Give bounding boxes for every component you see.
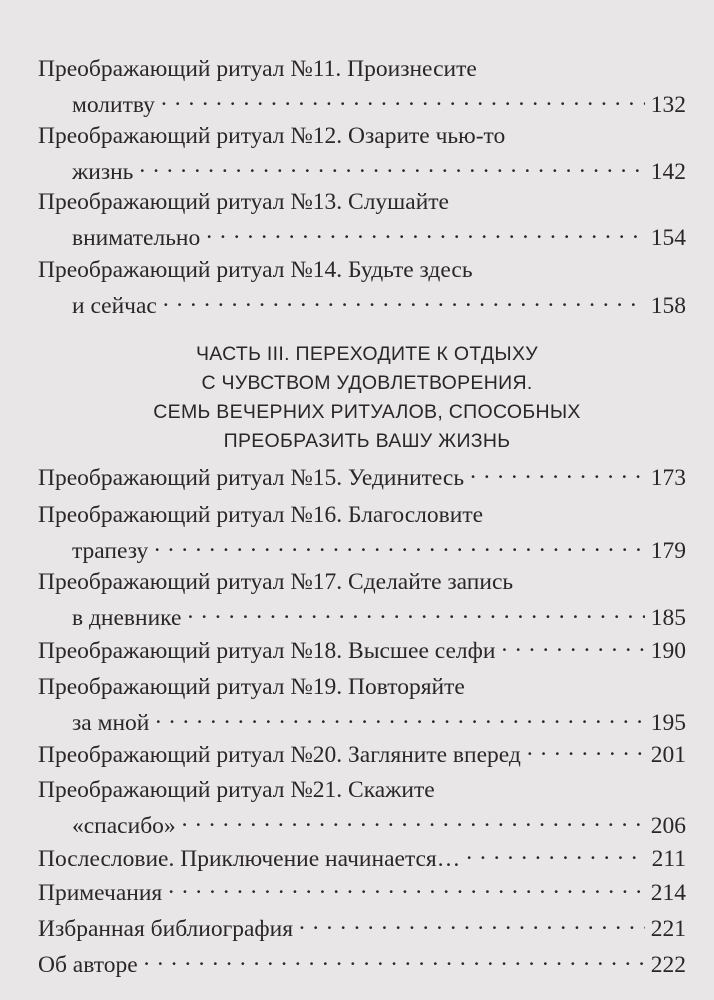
dot-leader	[154, 532, 644, 558]
toc-entry-about-author[interactable]	[38, 946, 686, 982]
toc-entry-title: Преображающий ритуал №11. Произнесите	[38, 56, 477, 82]
toc-entry-ritual-21[interactable]	[38, 774, 686, 843]
dot-leader	[144, 946, 645, 972]
toc-entry-bibliography[interactable]	[38, 910, 686, 946]
toc-entry-ritual-15[interactable]	[38, 459, 686, 495]
toc-entry-title: Преображающий ритуал №15. Уединитесь	[38, 464, 465, 491]
toc-entry-ritual-12[interactable]	[38, 120, 686, 189]
dot-leader	[182, 807, 645, 833]
toc-entry-title: Преображающий ритуал №20. Загляните вперед	[38, 741, 521, 768]
page-number: 201	[650, 741, 686, 768]
dot-leader	[155, 704, 644, 730]
toc-entry-title: Преображающий ритуал №17. Сделайте запись	[38, 569, 514, 595]
toc-entry-title: Примечания	[38, 879, 163, 906]
toc-entry-title: Послесловие. Приключение начинается…	[38, 845, 461, 872]
dot-leader	[527, 736, 645, 762]
toc-entry-ritual-13[interactable]	[38, 186, 686, 255]
toc-entry-title-cont: за мной	[72, 709, 150, 736]
dot-leader	[168, 874, 645, 900]
part-heading-line: ПРЕОБРАЗИТЬ ВАШУ ЖИЗНЬ	[223, 430, 511, 452]
page-number: 185	[650, 604, 686, 631]
page-number: 142	[650, 158, 686, 185]
toc-entry-title: Преображающий ритуал №18. Высшее селфи	[38, 637, 496, 664]
toc-entry-title: Об авторе	[38, 951, 138, 978]
page-number: 214	[650, 879, 686, 906]
page-number: 222	[650, 951, 686, 978]
toc-entry-title-cont: внимательно	[72, 224, 201, 251]
toc-entry-title: Преображающий ритуал №16. Благословите	[38, 502, 484, 528]
dot-leader	[163, 287, 645, 313]
toc-entry-title-cont: жизнь	[72, 158, 134, 185]
toc-entry-notes[interactable]	[38, 874, 686, 910]
dot-leader	[206, 219, 644, 245]
dot-leader	[299, 910, 645, 936]
toc-entry-ritual-19[interactable]	[38, 671, 686, 740]
dot-leader	[187, 599, 644, 625]
dot-leader	[501, 632, 644, 658]
toc-entry-ritual-14[interactable]	[38, 254, 686, 323]
part-heading-line: СЕМЬ ВЕЧЕРНИХ РИТУАЛОВ, СПОСОБНЫХ	[153, 401, 581, 423]
page-number: 221	[650, 915, 686, 942]
toc-entry-afterword[interactable]	[38, 840, 686, 876]
toc-entry-ritual-11[interactable]	[38, 53, 686, 122]
page-number: 195	[650, 709, 686, 736]
toc-entry-title: Преображающий ритуал №13. Слушайте	[38, 189, 449, 215]
page-number: 211	[651, 845, 686, 872]
dot-leader	[466, 840, 645, 866]
part-heading-line: ЧАСТЬ III. ПЕРЕХОДИТЕ К ОТДЫХУ	[196, 343, 538, 365]
toc-entry-title: Преображающий ритуал №19. Повторяйте	[38, 674, 465, 700]
toc-entry-title-cont: и сейчас	[72, 292, 157, 319]
page-number: 132	[650, 91, 686, 118]
toc-entry-title-cont: в дневнике	[72, 604, 182, 631]
toc-entry-title-cont: «спасибо»	[72, 812, 176, 839]
toc-entry-title: Преображающий ритуал №14. Будьте здесь	[38, 257, 473, 283]
toc-entry-ritual-18[interactable]	[38, 632, 686, 668]
toc-entry-title: Преображающий ритуал №12. Озарите чью-то	[38, 123, 506, 149]
page-number: 158	[650, 292, 686, 319]
part-heading	[38, 340, 686, 456]
toc-entry-title: Избранная библиография	[38, 915, 294, 942]
dot-leader	[470, 459, 645, 485]
part-heading-line: С ЧУВСТВОМ УДОВЛЕТВОРЕНИЯ.	[201, 372, 533, 394]
toc-entry-ritual-16[interactable]	[38, 499, 686, 568]
toc-entry-ritual-20[interactable]	[38, 736, 686, 772]
page-number: 179	[650, 537, 686, 564]
toc-entry-title: Преображающий ритуал №21. Скажите	[38, 777, 435, 803]
toc-entry-title-cont: трапезу	[72, 537, 149, 564]
page-number: 154	[650, 224, 686, 251]
page-number: 173	[650, 464, 686, 491]
dot-leader	[161, 86, 645, 112]
page-number: 190	[650, 637, 686, 664]
page-number: 206	[650, 812, 686, 839]
toc-entry-ritual-17[interactable]	[38, 566, 686, 635]
dot-leader	[139, 153, 644, 179]
toc-entry-title-cont: молитву	[72, 91, 155, 118]
